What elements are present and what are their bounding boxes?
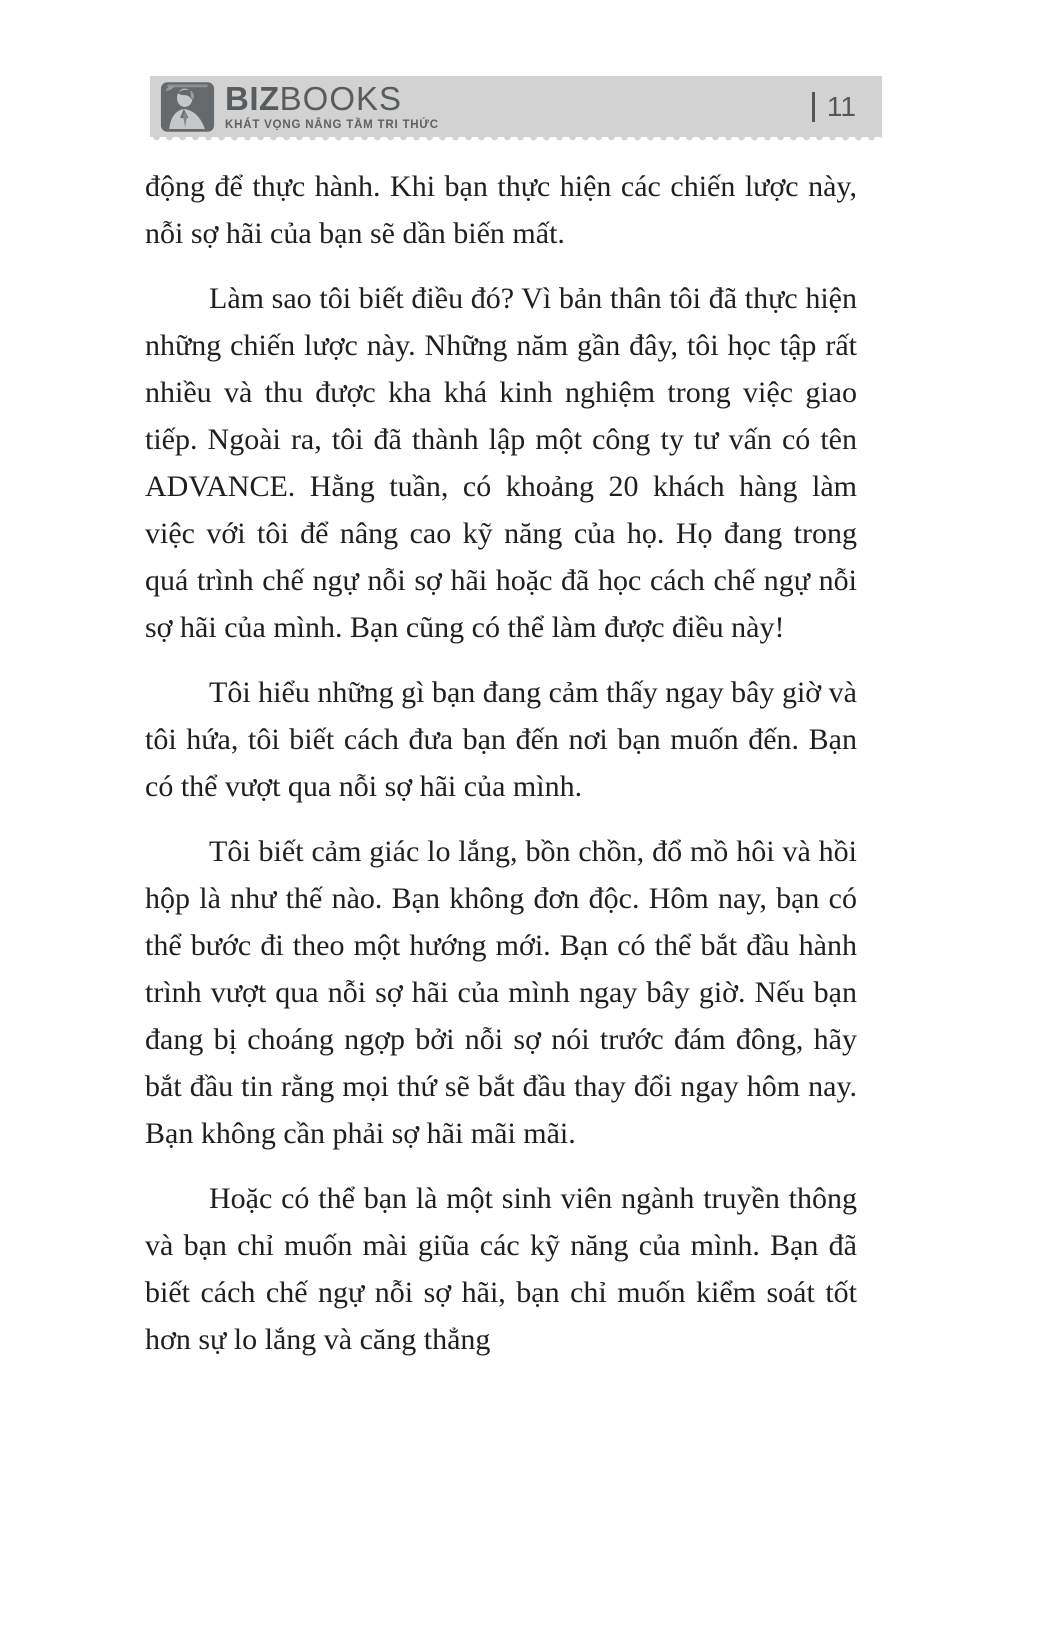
paragraph-3: Tôi hiểu những gì bạn đang cảm thấy ngay bây giờ và tôi hứa, tôi biết cách đưa bạn đến nơi bạn muốn đến. Bạn có thể vượt qua nỗi sợ hãi của mình. xyxy=(145,676,857,803)
brand-name xyxy=(225,79,439,117)
publisher-logo xyxy=(160,81,439,133)
page-number-separator xyxy=(812,92,815,122)
page-number-value: 11 xyxy=(826,90,856,122)
paragraph-1: động để thực hành. Khi bạn thực hiện các chiến lược này, nỗi sợ hãi của bạn sẽ dần biến mất. xyxy=(145,170,857,250)
paragraph-5: Hoặc có thể bạn là một sinh viên ngành truyền thông và bạn chỉ muốn mài giũa các kỹ năng của mình. Bạn đã biết cách chế ngự nỗi sợ hãi, bạn chỉ muốn kiểm soát tốt hơn sự lo lắng và căng thẳng xyxy=(145,1182,857,1356)
brand-text xyxy=(225,79,439,132)
page-content xyxy=(145,163,857,1381)
page-header xyxy=(150,76,882,137)
paragraph-4: Tôi biết cảm giác lo lắng, bồn chồn, đổ mồ hôi và hồi hộp là như thế nào. Bạn không đơn độc. Hôm nay, bạn có thể bước đi theo một hướng mới. Bạn có thể bắt đầu hành trình vượt qua nỗi sợ hãi của mình ngay bây giờ. Nếu bạn đang bị choáng ngợp bởi nỗi sợ nói trước đám đông, hãy bắt đầu tin rằng mọi thứ sẽ bắt đầu thay đổi ngay hôm nay. Bạn không cần phải sợ hãi mãi mãi. xyxy=(145,835,857,1150)
page-number xyxy=(812,91,856,123)
brand-name-books: BOOKS xyxy=(279,79,403,117)
paragraph-2: Làm sao tôi biết điều đó? Vì bản thân tôi đã thực hiện những chiến lược này. Những năm gần đây, tôi học tập rất nhiều và thu được kha khá kinh nghiệm trong việc giao tiếp. Ngoài ra, tôi đã thành lập một công ty tư vấn có tên ADVANCE. Hằng tuần, có khoảng 20 khách hàng làm việc với tôi để nâng cao kỹ năng của họ. Họ đang trong quá trình chế ngự nỗi sợ hãi hoặc đã học cách chế ngự nỗi sợ hãi của mình. Bạn cũng có thể làm được điều này! xyxy=(145,282,857,644)
brand-name-biz: BIZ xyxy=(225,79,280,117)
bizbooks-logo-icon xyxy=(160,81,215,133)
brand-tagline: KHÁT VỌNG NÂNG TẦM TRI THỨC xyxy=(225,118,439,131)
